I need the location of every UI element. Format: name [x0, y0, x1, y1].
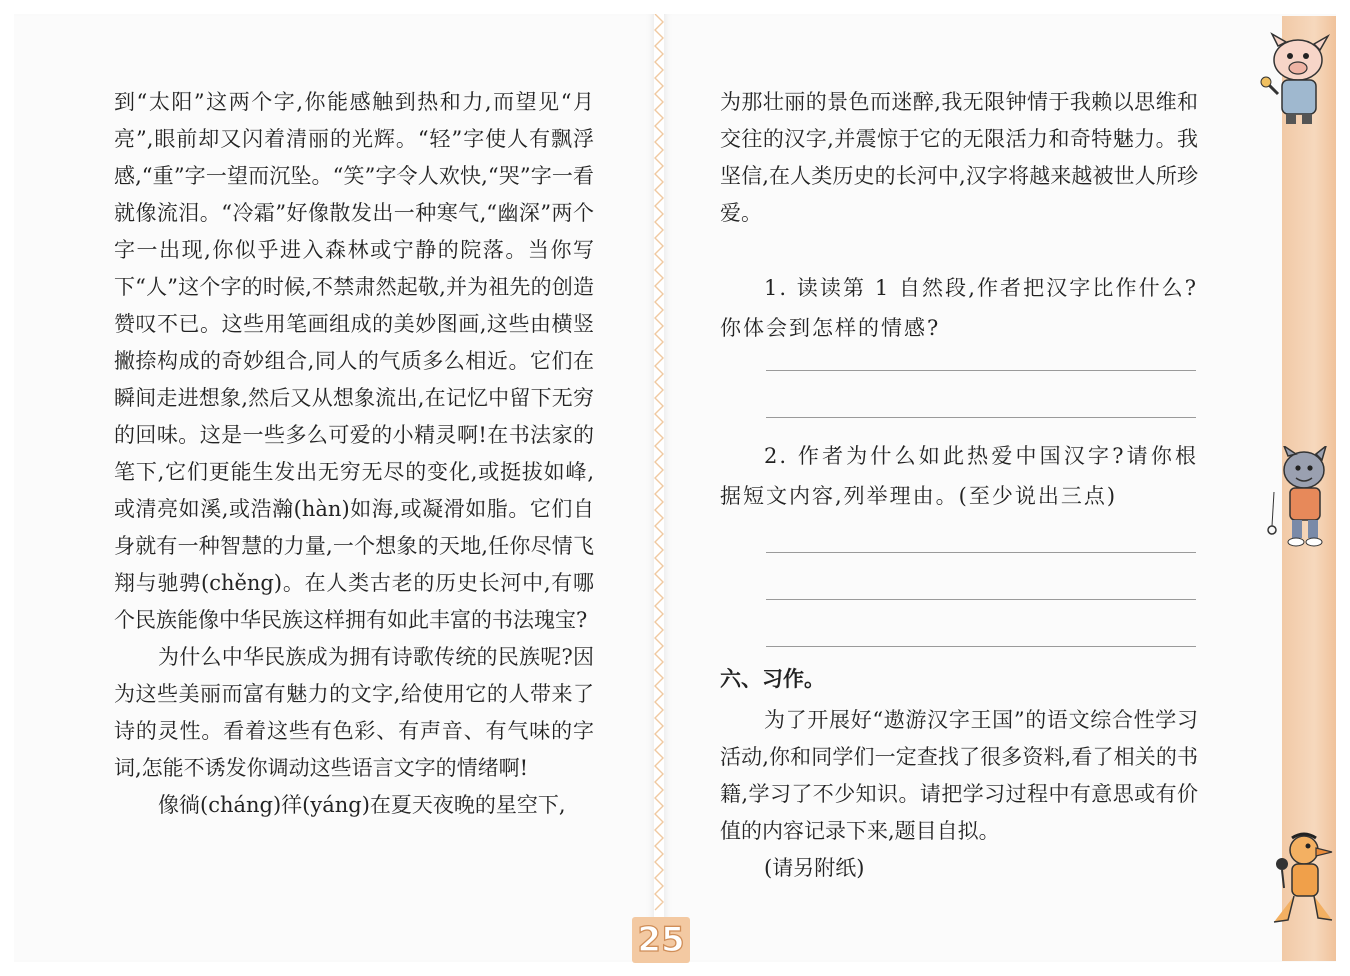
writing-prompt: 为了开展好“遨游汉字王国”的语文综合性学习活动,你和同学们一定查找了很多资料,看了相关的书籍,学习了不少知识。请把学习过程中有意思或有价值的内容记录下来,题目自拟。 — [720, 708, 1198, 843]
attach-paper-note: (请另附纸) — [764, 856, 865, 880]
paragraph-3-start: 像徜(cháng)徉(yáng)在夏天夜晚的星空下, — [158, 793, 566, 817]
duck-mascot-icon — [1262, 828, 1336, 928]
gutter-zigzag — [653, 14, 665, 944]
section-title: 六、习作。 — [720, 667, 825, 691]
paragraph-3-continued: 为那壮丽的景色而迷醉,我无限钟情于我赖以思维和交往的汉字,并震惊于它的无限活力和奇特魅力。我坚信,在人类历史的长河中,汉字将越来越被世人所珍爱。 — [720, 90, 1198, 225]
left-column — [114, 84, 594, 824]
question-2: 2. 作者为什么如此热爱中国汉字?请你根据短文内容,列举理由。(至少说出三点) — [720, 444, 1198, 508]
right-column — [720, 84, 1198, 887]
paragraph-2: 为什么中华民族成为拥有诗歌传统的民族呢?因为这些美丽而富有魅力的文字,给使用它的人带来了诗的灵性。看着这些有色彩、有声音、有气味的字词,怎能不诱发你调动这些语言文字的情绪啊! — [114, 645, 594, 780]
question-1: 1. 读读第 1 自然段,作者把汉字比作什么?你体会到怎样的情感? — [720, 276, 1198, 340]
page-number: 25 — [632, 917, 690, 963]
wolf-mascot-icon — [1262, 446, 1336, 548]
paragraph-1-continued: 到“太阳”这两个字,你能感触到热和力,而望见“月亮”,眼前却又闪着清丽的光辉。“轻”字使人有飘浮感,“重”字一望而沉坠。“笑”字令人欢快,“哭”字一看就像流泪。“冷霜”好像散发出一种寒气,“幽深”两个字一出现,你似乎进入森林或宁静的院落。当你写下“人”这个字的时候,不禁肃然起敬,并为祖先的创造赞叹不已。这些用笔画组成的美妙图画,这些由横竖撇捺构成的奇妙组合,同人的气质多么相近。它们在瞬间走进想象,然后又从想象流出,在记忆中留下无穷的回味。这是一些多么可爱的小精灵啊!在书法家的笔下,它们更能生发出无穷无尽的变化,或挺拔如峰,或清亮如溪,或浩瀚(hàn)如海,或凝滑如脂。它们自身就有一种智慧的力量,一个想象的天地,任你尽情飞翔与驰骋(chěng)。在人类古老的历史长河中,有哪个民族能像中华民族这样拥有如此丰富的书法瑰宝? — [114, 90, 594, 632]
pig-mascot-icon — [1258, 32, 1336, 128]
